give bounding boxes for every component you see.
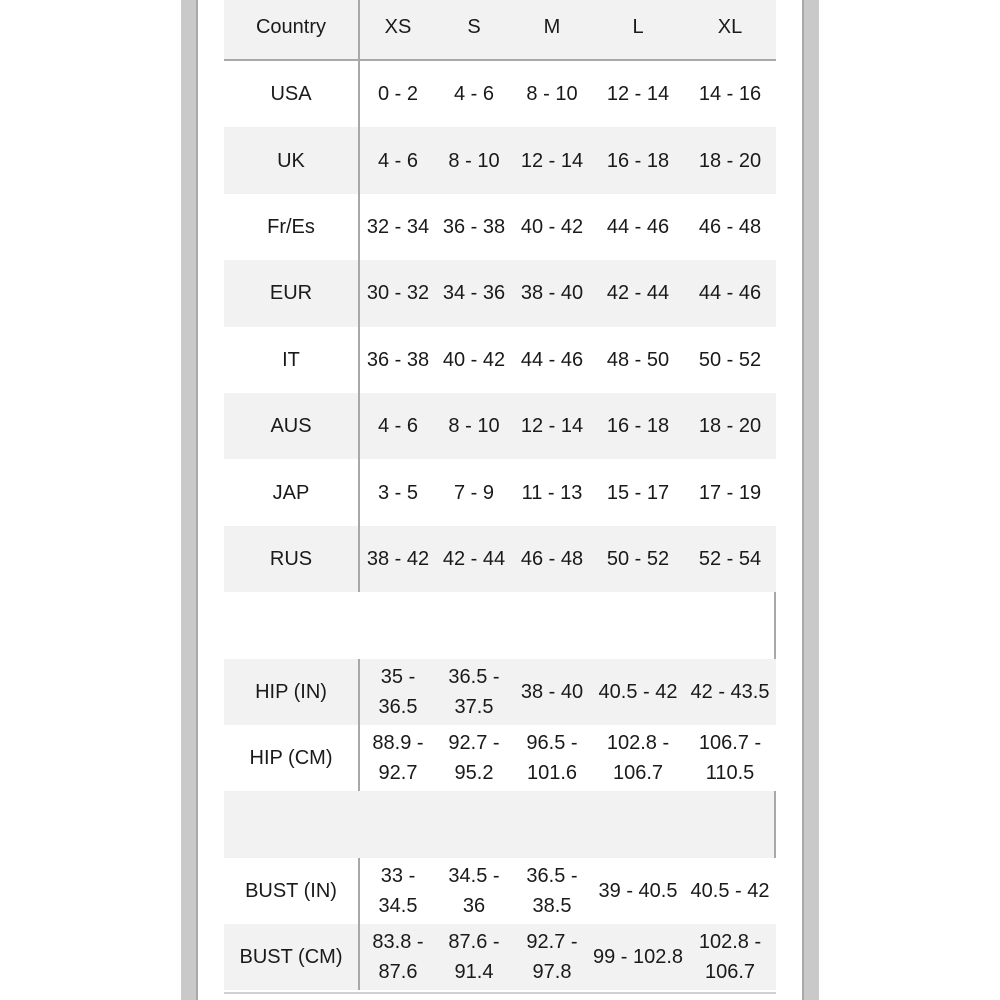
right-border: [774, 592, 776, 658]
table-header-row: [224, 0, 776, 61]
table-cell: 17 - 19: [698, 481, 762, 504]
table-row: [224, 260, 776, 326]
table-cell: 35 - 36.5: [378, 665, 418, 718]
table-cell: 40.5 - 42: [690, 879, 770, 902]
header-xl: XL: [717, 16, 743, 38]
table-cell: 42 - 44: [442, 547, 506, 570]
row-label: BUST (IN): [245, 879, 337, 902]
table-cell: 12 - 14: [520, 415, 584, 438]
table-cell: 4 - 6: [377, 415, 419, 438]
row-label: HIP (CM): [249, 747, 333, 770]
table-cell: 83.8 - 87.6: [372, 931, 424, 984]
table-cell: 50 - 52: [606, 547, 670, 570]
table-cell: 8 - 10: [526, 83, 578, 106]
table-cell: 44 - 46: [520, 348, 584, 371]
table-cell: 38 - 42: [366, 547, 430, 570]
table-cell: 16 - 18: [606, 149, 670, 172]
table-cell: 0 - 2: [377, 83, 419, 106]
table-spacer-row: [224, 592, 776, 658]
table-cell: 34.5 - 36: [448, 864, 500, 917]
table-cell: 7 - 9: [453, 481, 495, 504]
table-cell: 96.5 - 101.6: [526, 732, 578, 785]
right-frame: [802, 0, 819, 1000]
table-cell: 12 - 14: [606, 83, 670, 106]
table-cell: 8 - 10: [448, 149, 500, 172]
table-bottom-edge: [224, 992, 776, 994]
table-cell: 48 - 50: [606, 348, 670, 371]
table-row: [224, 61, 776, 127]
table-cell: 92.7 - 95.2: [448, 732, 500, 785]
row-label: Fr/Es: [267, 215, 315, 238]
table-cell: 36.5 - 38.5: [526, 864, 578, 917]
header-xs: XS: [384, 16, 412, 38]
right-border: [774, 791, 776, 857]
row-label: RUS: [269, 547, 313, 570]
table-cell: 36 - 38: [366, 348, 430, 371]
table-row: [224, 194, 776, 260]
table-cell: 36.5 - 37.5: [448, 665, 500, 718]
table-cell: 40.5 - 42: [598, 680, 678, 703]
table-cell: 14 - 16: [698, 83, 762, 106]
table-cell: 15 - 17: [606, 481, 670, 504]
table-row: [224, 858, 776, 924]
table-cell: 12 - 14: [520, 149, 584, 172]
row-label: USA: [270, 83, 312, 106]
row-label: IT: [282, 348, 300, 371]
table-cell: 102.8 - 106.7: [698, 931, 762, 984]
row-label: HIP (IN): [255, 680, 327, 703]
table-cell: 52 - 54: [698, 547, 762, 570]
table-cell: 42 - 44: [606, 282, 670, 305]
table-cell: 46 - 48: [698, 215, 762, 238]
table-cell: 40 - 42: [520, 215, 584, 238]
row-label: AUS: [270, 415, 312, 438]
table-cell: 40 - 42: [442, 348, 506, 371]
table-cell: 99 - 102.8: [592, 946, 684, 969]
table-cell: 18 - 20: [698, 149, 762, 172]
row-label: UK: [277, 149, 305, 172]
header-l: L: [632, 16, 644, 38]
table-cell: 36 - 38: [442, 215, 506, 238]
table-cell: 8 - 10: [448, 415, 500, 438]
table-cell: 87.6 - 91.4: [448, 931, 500, 984]
table-cell: 39 - 40.5: [598, 879, 678, 902]
table-cell: 4 - 6: [377, 149, 419, 172]
table-cell: 92.7 - 97.8: [526, 931, 578, 984]
left-frame: [181, 0, 198, 1000]
table-cell: 88.9 - 92.7: [372, 732, 424, 785]
header-s: S: [467, 16, 481, 38]
table-cell: 4 - 6: [453, 83, 495, 106]
table-row: [224, 327, 776, 393]
table-cell: 32 - 34: [366, 215, 430, 238]
table-row: [224, 526, 776, 592]
row-label: BUST (CM): [239, 946, 343, 969]
table-cell: 38 - 40: [520, 282, 584, 305]
table-cell: 44 - 46: [698, 282, 762, 305]
table-cell: 46 - 48: [520, 547, 584, 570]
table-cell: 18 - 20: [698, 415, 762, 438]
row-label: EUR: [269, 282, 313, 305]
row-label: JAP: [272, 481, 310, 504]
table-cell: 50 - 52: [698, 348, 762, 371]
table-row: [224, 659, 776, 725]
table-cell: 11 - 13: [521, 481, 583, 504]
table-cell: 42 - 43.5: [690, 680, 770, 703]
table-spacer-row: [224, 791, 776, 857]
table-row: [224, 725, 776, 791]
table-cell: 34 - 36: [442, 282, 506, 305]
table-cell: 16 - 18: [606, 415, 670, 438]
size-chart-table: [224, 0, 776, 990]
header-m: M: [543, 16, 561, 38]
table-cell: 30 - 32: [366, 282, 430, 305]
table-cell: 38 - 40: [520, 680, 584, 703]
table-row: [224, 393, 776, 459]
table-row: [224, 459, 776, 525]
table-cell: 33 - 34.5: [378, 864, 418, 917]
table-cell: 44 - 46: [606, 215, 670, 238]
table-cell: 3 - 5: [377, 481, 419, 504]
table-cell: 102.8 - 106.7: [606, 732, 670, 785]
table-cell: 106.7 - 110.5: [698, 732, 762, 785]
table-row: [224, 924, 776, 990]
table-row: [224, 127, 776, 193]
header-country: Country: [255, 16, 327, 38]
